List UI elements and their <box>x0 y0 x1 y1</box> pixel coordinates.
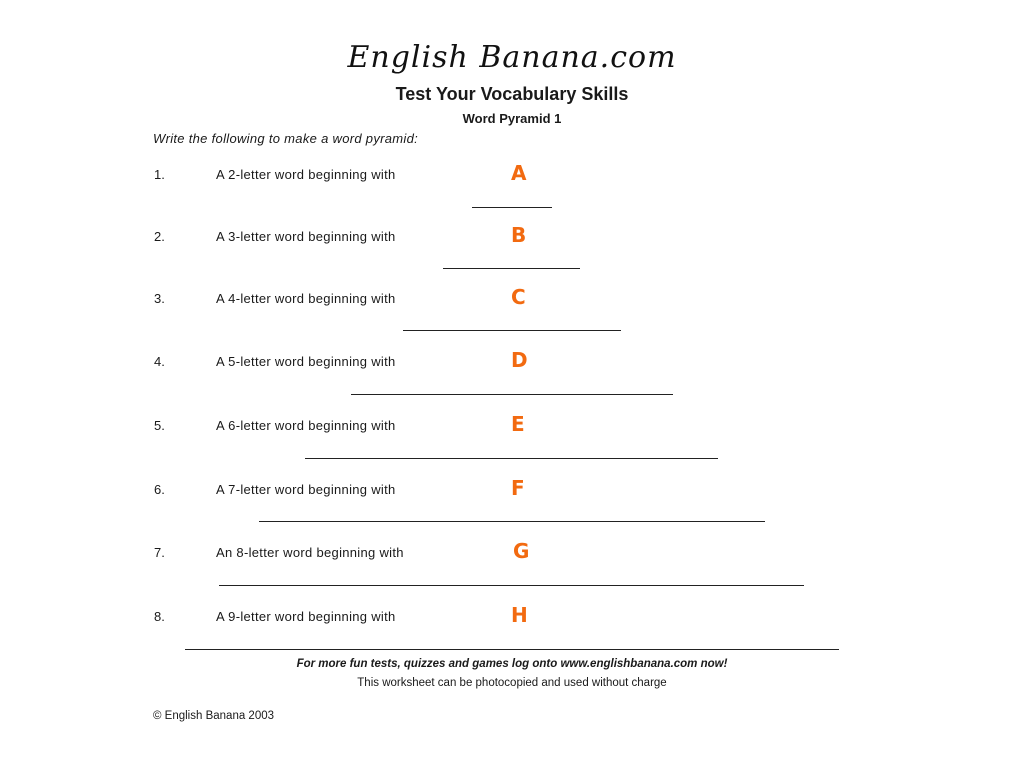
page-title: Test Your Vocabulary Skills <box>395 84 629 104</box>
item-text: A 5-letter word beginning with <box>216 354 396 369</box>
item-number: 8. <box>154 609 165 624</box>
item-letter: F <box>511 476 525 500</box>
promo-text: For more fun tests, quizzes and games log onto www.englishbanana.com now! <box>296 658 728 670</box>
item-letter: B <box>511 223 527 247</box>
item-number: 2. <box>154 229 165 244</box>
answer-line[interactable] <box>185 649 839 650</box>
item-letter: E <box>511 412 525 436</box>
worksheet-subtitle: Word Pyramid 1 <box>462 111 562 126</box>
item-text: An 8-letter word beginning with <box>216 545 404 560</box>
answer-line[interactable] <box>305 458 718 459</box>
item-text: A 7-letter word beginning with <box>216 482 396 497</box>
answer-line[interactable] <box>219 585 804 586</box>
item-letter: A <box>511 161 527 185</box>
answer-line[interactable] <box>443 268 580 269</box>
item-letter: H <box>511 603 528 627</box>
item-number: 4. <box>154 354 165 369</box>
item-number: 5. <box>154 418 165 433</box>
answer-line[interactable] <box>472 207 552 208</box>
item-text: A 2-letter word beginning with <box>216 167 396 182</box>
item-number: 7. <box>154 545 165 560</box>
item-text: A 3-letter word beginning with <box>216 229 396 244</box>
item-text: A 4-letter word beginning with <box>216 291 396 306</box>
copyright: © English Banana 2003 <box>153 710 275 722</box>
photocopy-note: This worksheet can be photocopied and used without charge <box>357 677 667 689</box>
item-text: A 9-letter word beginning with <box>216 609 396 624</box>
item-letter: C <box>511 285 526 309</box>
item-number: 1. <box>154 167 165 182</box>
item-number: 6. <box>154 482 165 497</box>
instructions: Write the following to make a word pyramid: <box>153 131 419 146</box>
item-number: 3. <box>154 291 165 306</box>
answer-line[interactable] <box>403 330 621 331</box>
item-letter: G <box>513 539 530 563</box>
answer-line[interactable] <box>259 521 765 522</box>
answer-line[interactable] <box>351 394 673 395</box>
site-logo: English Banana.com <box>347 40 677 75</box>
item-text: A 6-letter word beginning with <box>216 418 396 433</box>
item-letter: D <box>511 348 528 372</box>
